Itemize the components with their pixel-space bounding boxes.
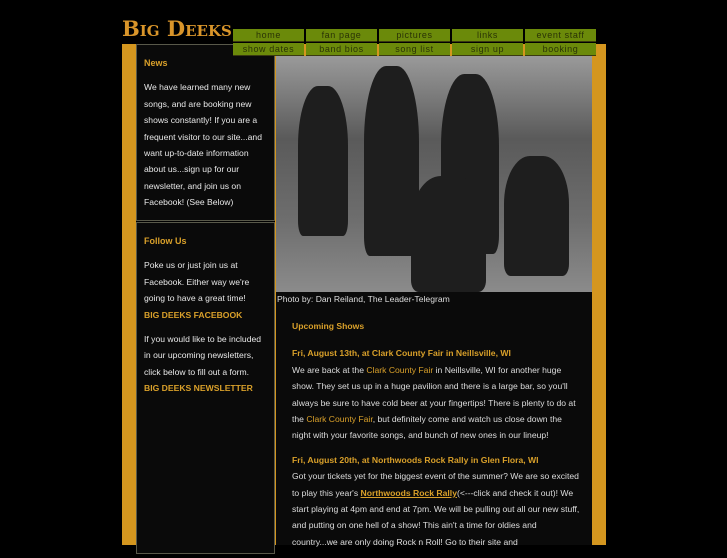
nav-show-dates[interactable]: show dates xyxy=(233,43,304,56)
text: in Neillsville, WI for another huge show. They set us up in a huge pavilion and there is a large bar, so you'll always be sure to have cold beer at your fingertips! There is plenty to do at the xyxy=(292,364,576,425)
follow-box xyxy=(136,222,275,554)
news-box xyxy=(136,44,275,221)
northwoods-rock-rally-link[interactable]: Northwoods Rock Rally xyxy=(360,487,457,498)
text: , but definitely come and watch us close down the night with your favorite songs, and bunch of new ones in our lineup! xyxy=(292,414,562,441)
band-photo xyxy=(276,56,592,292)
photo-caption: Photo by: Dan Reiland, The Leader-Telegram xyxy=(277,294,450,304)
news-body: We have learned many new songs, and are booking new shows constantly! If you are a frequent visitor to our site...and want up-to-date information about us...sign up for our newsletter, and join us on Facebook! (See Below) xyxy=(144,82,262,208)
clark-county-fair-link[interactable]: Clark County Fair xyxy=(366,364,434,375)
shows-title: Upcoming Shows xyxy=(292,321,365,331)
nav-song-list[interactable]: song list xyxy=(379,43,450,56)
news-title: News xyxy=(144,58,168,68)
show-1-title: Fri, August 13th, at Clark County Fair in Neillsville, WI xyxy=(292,348,511,359)
nav-home[interactable]: home xyxy=(233,29,304,42)
nav-booking[interactable]: booking xyxy=(525,43,596,56)
show-2-title: Fri, August 20th, at Northwoods Rock Rally in Glen Flora, WI xyxy=(292,454,539,465)
main-content xyxy=(276,56,592,545)
show-2-body xyxy=(292,468,582,550)
follow-title: Follow Us xyxy=(144,236,187,246)
text: We are back at the xyxy=(292,364,367,375)
nav-links[interactable]: links xyxy=(452,29,523,42)
nav-band-bios[interactable]: band bios xyxy=(306,43,377,56)
follow-text-1: Poke us or just join us at Facebook. Either way we're going to have a great time! xyxy=(144,260,250,304)
nav-event-staff[interactable]: event staff xyxy=(525,29,596,42)
newsletter-link[interactable]: BIG DEEKS NEWSLETTER xyxy=(144,383,253,394)
clark-county-fair-link-2[interactable]: Clark County Fair xyxy=(306,414,373,425)
follow-text-2: If you would like to be included in our upcoming newsletters, click below to fill out a form. xyxy=(144,334,262,377)
text: Got your tickets yet for the biggest event of the summer? We are so excited to play this year's xyxy=(292,471,579,498)
nav-sign-up[interactable]: sign up xyxy=(452,43,523,56)
facebook-link[interactable]: BIG DEEKS FACEBOOK xyxy=(144,309,243,320)
show-1-body xyxy=(292,362,582,444)
nav-pictures[interactable]: pictures xyxy=(379,29,450,42)
logo[interactable]: Big Deeks xyxy=(122,16,232,41)
nav-fan-page[interactable]: fan page xyxy=(306,29,377,42)
text: (<---click and check it out)! We start playing at 4pm and end at 7pm. We will be pulling out all our new stuff, and putting on one hell of a show! This ain't a time for oldies and country...we are only doing Rock n Roll! Go to their site and xyxy=(292,487,580,547)
upcoming-shows xyxy=(292,318,582,558)
main-nav xyxy=(233,29,595,56)
